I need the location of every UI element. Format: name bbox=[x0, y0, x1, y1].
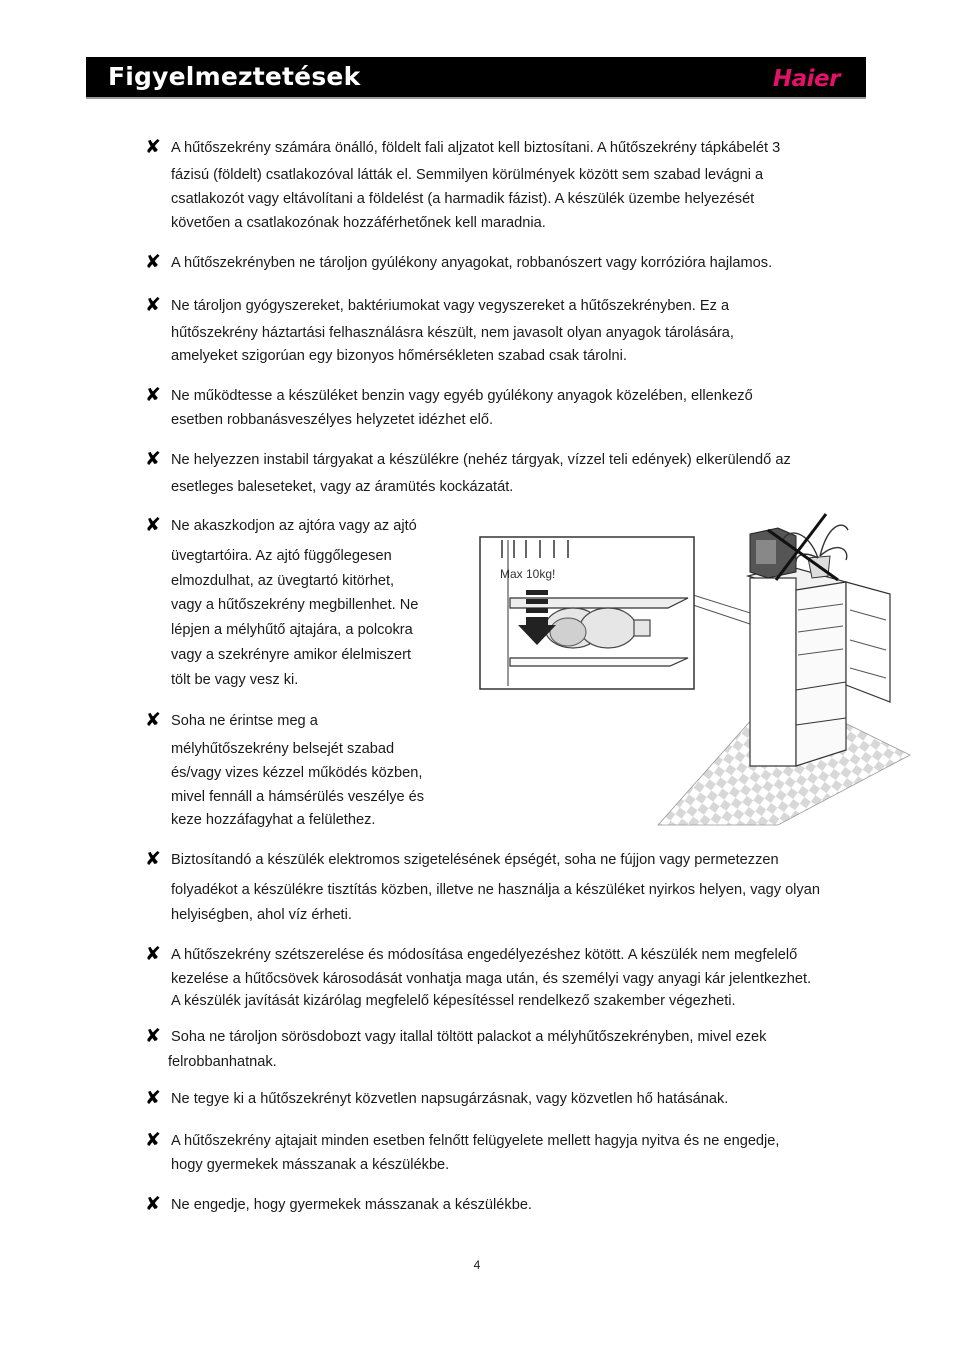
warning-text: Soha ne érintse meg a bbox=[171, 713, 318, 729]
cross-mark-icon: ✘ bbox=[145, 136, 161, 158]
warning-text: Ne helyezzen instabil tárgyakat a készülékre (nehéz tárgyak, vízzel teli edények) elkerülendő az bbox=[171, 452, 791, 468]
warning-text: mivel fennáll a hámsérülés veszélye és bbox=[171, 789, 425, 805]
cross-mark-icon: ✘ bbox=[145, 384, 161, 406]
warning-text: vagy a szekrényre amikor élelmiszert bbox=[171, 647, 412, 663]
cross-mark-icon: ✘ bbox=[145, 943, 161, 965]
refrigerator-warning-illustration bbox=[478, 510, 913, 830]
cross-mark-icon: ✘ bbox=[145, 1025, 161, 1047]
cross-mark-icon: ✘ bbox=[145, 294, 161, 316]
warning-text: esetben robbanásveszélyes helyzetet idézhet elő. bbox=[171, 412, 494, 428]
warning-text: folyadékot a készülékre tisztítás közben, illetve ne használja a készüléket nyirkos helyen, vagy olyan bbox=[171, 882, 820, 898]
warning-text: A hűtőszekrény szétszerelése és módosítása engedélyezéshez kötött. A készülék nem megfelelő bbox=[171, 947, 798, 963]
cross-mark-icon: ✘ bbox=[145, 709, 161, 731]
cross-mark-icon: ✘ bbox=[145, 1129, 161, 1151]
warning-text: esetleges baleseteket, vagy az áramütés kockázatát. bbox=[171, 479, 514, 495]
warning-text: mélyhűtőszekrény belsejét szabad bbox=[171, 741, 395, 757]
warning-text: A hűtőszekrényben ne tároljon gyúlékony anyagokat, robbanószert vagy korrózióra hajlamos. bbox=[171, 255, 773, 271]
warning-text: tölt be vagy vesz ki. bbox=[171, 672, 299, 688]
warning-text: üvegtartóira. Az ajtó függőlegesen bbox=[171, 548, 392, 564]
warning-text: Ne működtesse a készüléket benzin vagy egyéb gyúlékony anyagok közelében, ellenkező bbox=[171, 388, 753, 404]
cross-mark-icon: ✘ bbox=[145, 848, 161, 870]
warning-text: A hűtőszekrény számára önálló, földelt fali aljzatot kell biztosítani. A hűtőszekrény tápkábelét 3 bbox=[171, 140, 781, 156]
cross-mark-icon: ✘ bbox=[145, 514, 161, 536]
warning-text: hűtőszekrény háztartási felhasználásra készült, nem javasolt olyan anyagok tárolására, bbox=[171, 325, 734, 341]
inset-label: Max 10kg! bbox=[500, 567, 556, 581]
cross-mark-icon: ✘ bbox=[145, 1193, 161, 1215]
warning-text: amelyeket szigorúan egy bizonyos hőmérsékleten szabad csak tárolni. bbox=[171, 348, 627, 364]
page-number: 4 bbox=[473, 1258, 481, 1272]
warning-text: kezelése a hűtőcsövek károsodását vonhatja maga után, és személyi vagy anyagi kár jelentkezhet. bbox=[171, 971, 812, 987]
cross-mark-icon: ✘ bbox=[145, 448, 161, 470]
warning-text: A hűtőszekrény ajtajait minden esetben felnőtt felügyelete mellett hagyja nyitva és ne engedje, bbox=[171, 1133, 780, 1149]
shelf-load-inset bbox=[480, 537, 694, 689]
warning-text: Soha ne tároljon sörösdobozt vagy itallal töltött palackot a mélyhűtőszekrényben, mivel ezek bbox=[171, 1029, 767, 1045]
warning-text: Ne akaszkodjon az ajtóra vagy az ajtó bbox=[171, 518, 417, 534]
page-title: Figyelmeztetések bbox=[108, 62, 361, 91]
warning-text: lépjen a mélyhűtő ajtajára, a polcokra bbox=[171, 622, 413, 638]
warning-text: felrobbanhatnak. bbox=[168, 1054, 277, 1070]
warning-text: Ne tegye ki a hűtőszekrényt közvetlen napsugárzásnak, vagy közvetlen hő hatásának. bbox=[171, 1091, 729, 1107]
warning-text: és/vagy vizes kézzel működés közben, bbox=[171, 765, 423, 781]
warning-text: vagy a hűtőszekrény megbillenhet. Ne bbox=[171, 597, 419, 613]
warning-text: követően a csatlakozónak hozzáférhetőnek kell maradnia. bbox=[171, 215, 546, 231]
warning-text: csatlakozót vagy eltávolítani a földelést (a harmadik fázist). A készülék üzembe helyezését bbox=[171, 191, 755, 207]
warning-text: helyiségben, ahol víz érheti. bbox=[171, 907, 352, 923]
warning-text: A készülék javítását kizárólag megfelelő képesítéssel rendelkező szakember végezheti. bbox=[171, 993, 736, 1009]
warning-text: fázisú (földelt) csatlakozóval látták el. Semmilyen körülmények között sem szabad levágni a bbox=[171, 167, 764, 183]
page-header bbox=[86, 57, 866, 99]
warning-text: hogy gyermekek másszanak a készülékbe. bbox=[171, 1157, 450, 1173]
cross-mark-icon: ✘ bbox=[145, 251, 161, 273]
warning-text: Ne tároljon gyógyszereket, baktériumokat vagy vegyszereket a hűtőszekrényben. Ez a bbox=[171, 298, 730, 314]
warning-text: elmozdulhat, az üvegtartó kitörhet, bbox=[171, 573, 395, 589]
warning-text: Ne engedje, hogy gyermekek másszanak a készülékbe. bbox=[171, 1197, 532, 1213]
cross-mark-icon: ✘ bbox=[145, 1087, 161, 1109]
warning-text: Biztosítandó a készülék elektromos szigetelésének épségét, soha ne fújjon vagy permetezzen bbox=[171, 852, 779, 868]
haier-logo: Haier bbox=[772, 66, 840, 92]
warning-text: keze hozzáfagyhat a felülethez. bbox=[171, 812, 376, 828]
